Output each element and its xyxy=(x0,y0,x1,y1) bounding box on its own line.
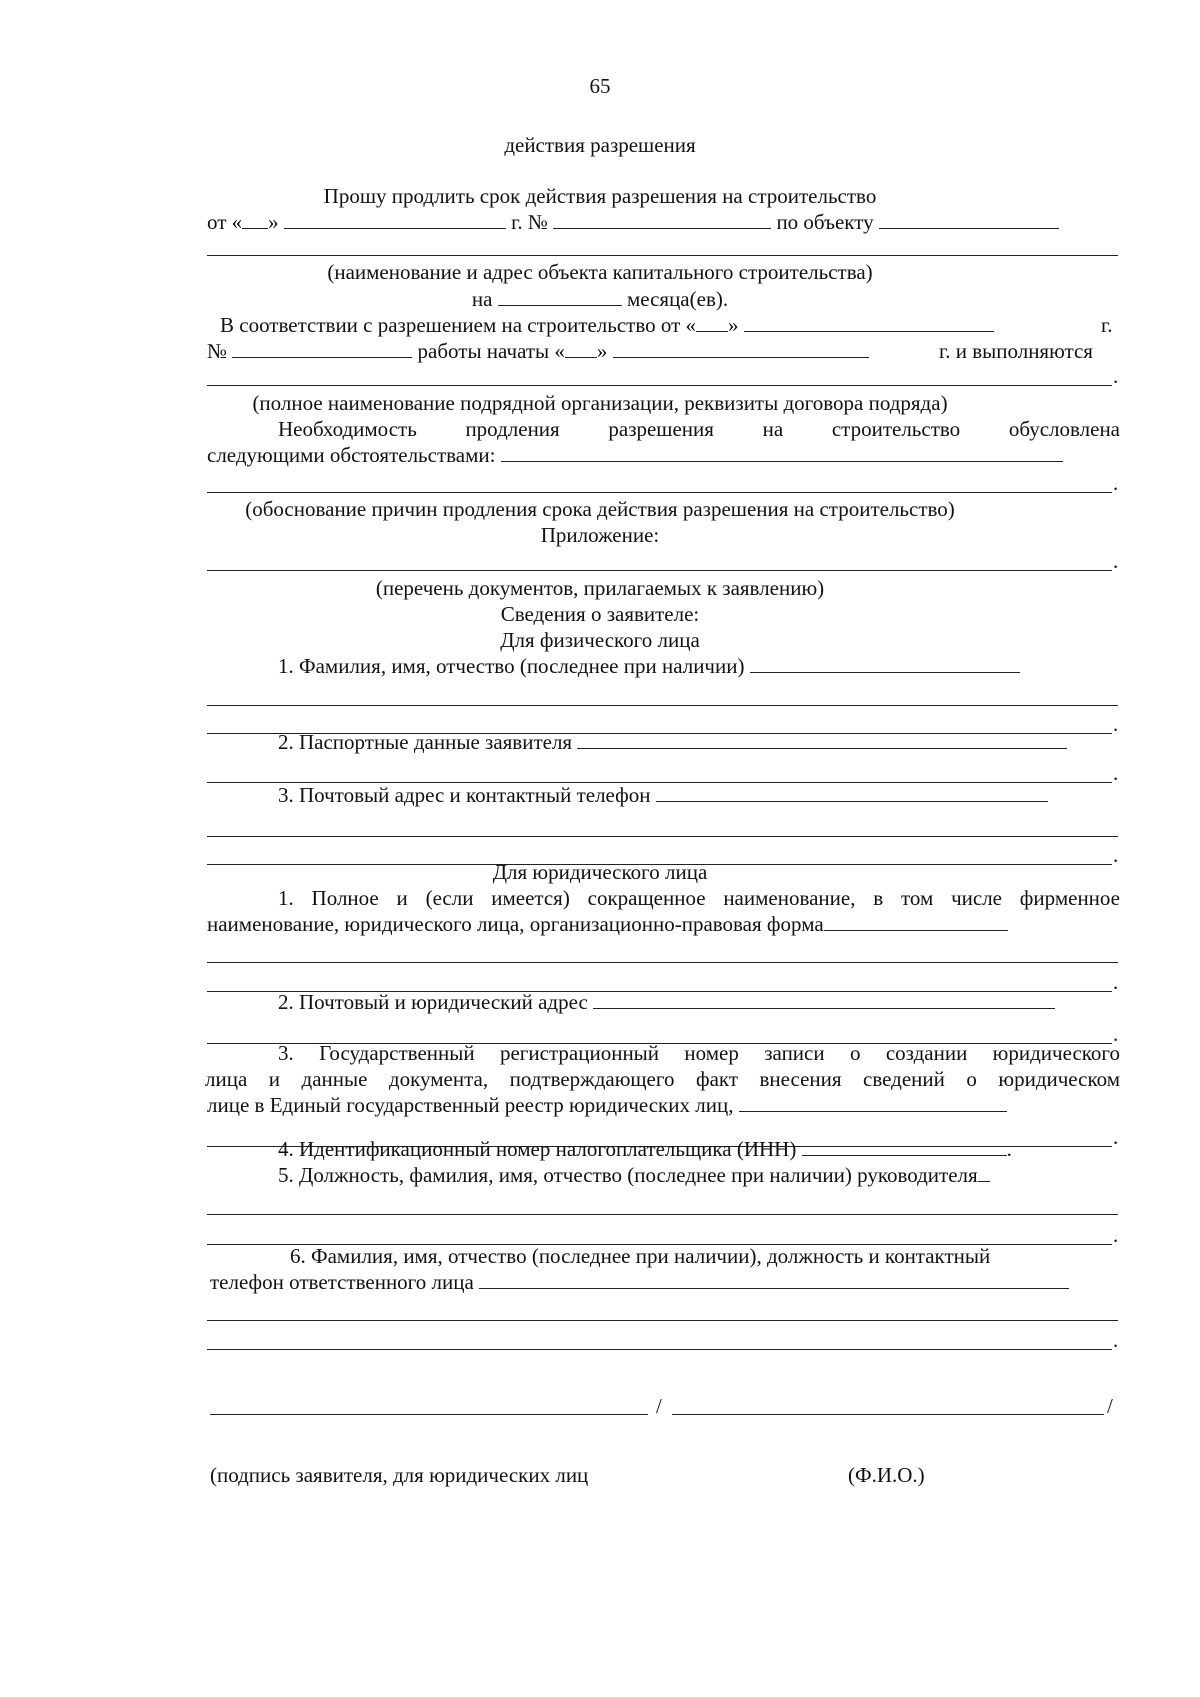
legal-item-1-line-1: 1. Полное и (если имеется) сокращенное наименование, в том числе фирменное xyxy=(278,886,1120,910)
signature-field[interactable] xyxy=(210,1414,648,1415)
necessity-label: следующими обстоятельствами: xyxy=(207,443,496,467)
caption-signature: (подпись заявителя, для юридических лиц xyxy=(210,1463,589,1487)
individual-item-1-label: 1. Фамилия, имя, отчество (последнее при наличии) xyxy=(278,654,745,678)
passport-period: . xyxy=(1113,761,1119,785)
permit-object-label: по объекту xyxy=(776,210,874,234)
number-sign: № xyxy=(207,339,228,363)
director-line-2[interactable] xyxy=(207,1214,1118,1215)
director-field[interactable] xyxy=(978,1163,990,1182)
full-name-field[interactable] xyxy=(672,1414,1104,1415)
legal-address-field[interactable] xyxy=(593,990,1055,1009)
months-prefix: на xyxy=(471,287,493,311)
works-line xyxy=(207,339,869,363)
permit-day-field[interactable] xyxy=(242,210,268,229)
director-period: . xyxy=(1113,1223,1119,1247)
months-field[interactable] xyxy=(498,287,622,306)
legal-item-1-label: наименование, юридического лица, организационно-правовая форма xyxy=(207,912,824,936)
inn-period: . xyxy=(1006,1137,1012,1161)
permit-number-field[interactable] xyxy=(553,210,771,229)
months-line xyxy=(0,287,1200,311)
page-number: 65 xyxy=(589,74,611,98)
individual-item-3 xyxy=(278,783,1048,807)
legal-name-period: . xyxy=(1113,970,1119,994)
necessity-line-2 xyxy=(207,443,1063,467)
request-line: Прошу продлить срок действия разрешения на строительство xyxy=(323,184,877,208)
permit-object-field[interactable] xyxy=(879,210,1059,229)
individual-item-2 xyxy=(278,730,1067,754)
permit-month-field[interactable] xyxy=(284,210,506,229)
applicant-info: Сведения о заявителе: xyxy=(500,602,700,626)
legal-address-period: . xyxy=(1113,1022,1119,1046)
necessity-field-line-2[interactable] xyxy=(207,492,1112,493)
necessity-period: . xyxy=(1113,471,1119,495)
necessity-field[interactable] xyxy=(501,443,1063,462)
contractor-period: . xyxy=(1113,364,1119,388)
legal-item-5 xyxy=(278,1163,990,1187)
legal-item-4 xyxy=(278,1137,1012,1161)
accordance-label: В соответствии с разрешением на строительство от « xyxy=(220,313,697,337)
permit-from-label: от « xyxy=(207,210,243,234)
contractor-field[interactable] xyxy=(207,385,1112,386)
signature-slash-1: / xyxy=(656,1394,662,1418)
legal-item-2 xyxy=(278,990,1055,1014)
ogrn-field[interactable] xyxy=(739,1093,1007,1112)
individual-item-2-label: 2. Паспортные данные заявителя xyxy=(278,730,573,754)
executed-label: г. и выполняются xyxy=(939,339,1093,363)
works-quote-close: » xyxy=(596,339,608,363)
attachment-field[interactable] xyxy=(207,570,1112,571)
heading-tail: действия разрешения xyxy=(504,133,696,157)
works-day-field[interactable] xyxy=(565,339,597,358)
inn-field[interactable] xyxy=(802,1137,1007,1156)
permit-no-field[interactable] xyxy=(232,339,412,358)
accordance-year: г. xyxy=(1101,313,1113,337)
individual-item-1 xyxy=(278,654,1020,678)
individual-heading: Для физического лица xyxy=(500,628,700,652)
permit-year-number-label: г. № xyxy=(511,210,548,234)
permit-quote-close: » xyxy=(268,210,279,234)
postal-address-line-2[interactable] xyxy=(207,836,1118,837)
legal-item-3-line-1: 3. Государственный регистрационный номер записи о создании юридического xyxy=(278,1041,1120,1065)
individual-name-period: . xyxy=(1113,712,1119,736)
legal-name-line-2[interactable] xyxy=(207,962,1118,963)
works-started-label: работы начаты « xyxy=(417,339,565,363)
legal-item-5-label: 5. Должность, фамилия, имя, отчество (последнее при наличии) руководителя xyxy=(278,1163,978,1187)
legal-item-2-label: 2. Почтовый и юридический адрес xyxy=(278,990,588,1014)
attachment-period: . xyxy=(1113,549,1119,573)
responsible-person-period: . xyxy=(1113,1328,1119,1352)
legal-item-6-line-2 xyxy=(210,1270,1069,1294)
legal-name-field[interactable] xyxy=(824,912,1008,931)
accordance-date-field[interactable] xyxy=(744,313,994,332)
responsible-person-field[interactable] xyxy=(479,1270,1069,1289)
responsible-person-line-3[interactable] xyxy=(207,1349,1112,1350)
legal-item-6-line-1: 6. Фамилия, имя, отчество (последнее при наличии), должность и контактный xyxy=(290,1244,991,1268)
individual-item-3-label: 3. Почтовый адрес и контактный телефон xyxy=(278,783,651,807)
legal-item-4-label: 4. Идентификационный номер налогоплательщика (ИНН) xyxy=(278,1137,797,1161)
works-date-field[interactable] xyxy=(613,339,869,358)
accordance-quote-close: » xyxy=(728,313,739,337)
months-suffix: месяца(ев). xyxy=(626,287,729,311)
attachment-label: Приложение: xyxy=(540,523,660,547)
caption-reason: (обоснование причин продления срока действия разрешения на строительство) xyxy=(245,497,955,521)
legal-item-1-line-2 xyxy=(207,912,1008,936)
legal-item-6-label: телефон ответственного лица xyxy=(210,1270,474,1294)
caption-full-name: (Ф.И.О.) xyxy=(848,1463,925,1487)
ogrn-period: . xyxy=(1113,1125,1119,1149)
caption-object: (наименование и адрес объекта капитального строительства) xyxy=(327,260,873,284)
caption-docs: (перечень документов, прилагаемых к заявлению) xyxy=(375,576,825,600)
object-address-field[interactable] xyxy=(207,255,1118,256)
caption-contractor: (полное наименование подрядной организации, реквизиты договора подряда) xyxy=(252,391,948,415)
individual-name-field[interactable] xyxy=(750,654,1020,673)
legal-heading: Для юридического лица xyxy=(492,860,708,884)
postal-address-field[interactable] xyxy=(656,783,1048,802)
accordance-line xyxy=(220,313,994,337)
accordance-day-field[interactable] xyxy=(696,313,728,332)
necessity-line-1: Необходимость продления разрешения на строительство обусловлена xyxy=(278,417,1120,441)
signature-slash-2: / xyxy=(1107,1394,1113,1418)
permit-line xyxy=(207,210,1059,234)
postal-address-period: . xyxy=(1113,843,1119,867)
passport-field[interactable] xyxy=(577,730,1067,749)
individual-name-line-2[interactable] xyxy=(207,705,1118,706)
responsible-person-line-2[interactable] xyxy=(207,1320,1118,1321)
legal-item-3-line-3 xyxy=(207,1093,1007,1117)
legal-item-3-label: лице в Единый государственный реестр юридических лиц, xyxy=(207,1093,734,1117)
legal-item-3-line-2: лица и данные документа, подтверждающего факт внесения сведений о юридическом xyxy=(205,1067,1120,1091)
